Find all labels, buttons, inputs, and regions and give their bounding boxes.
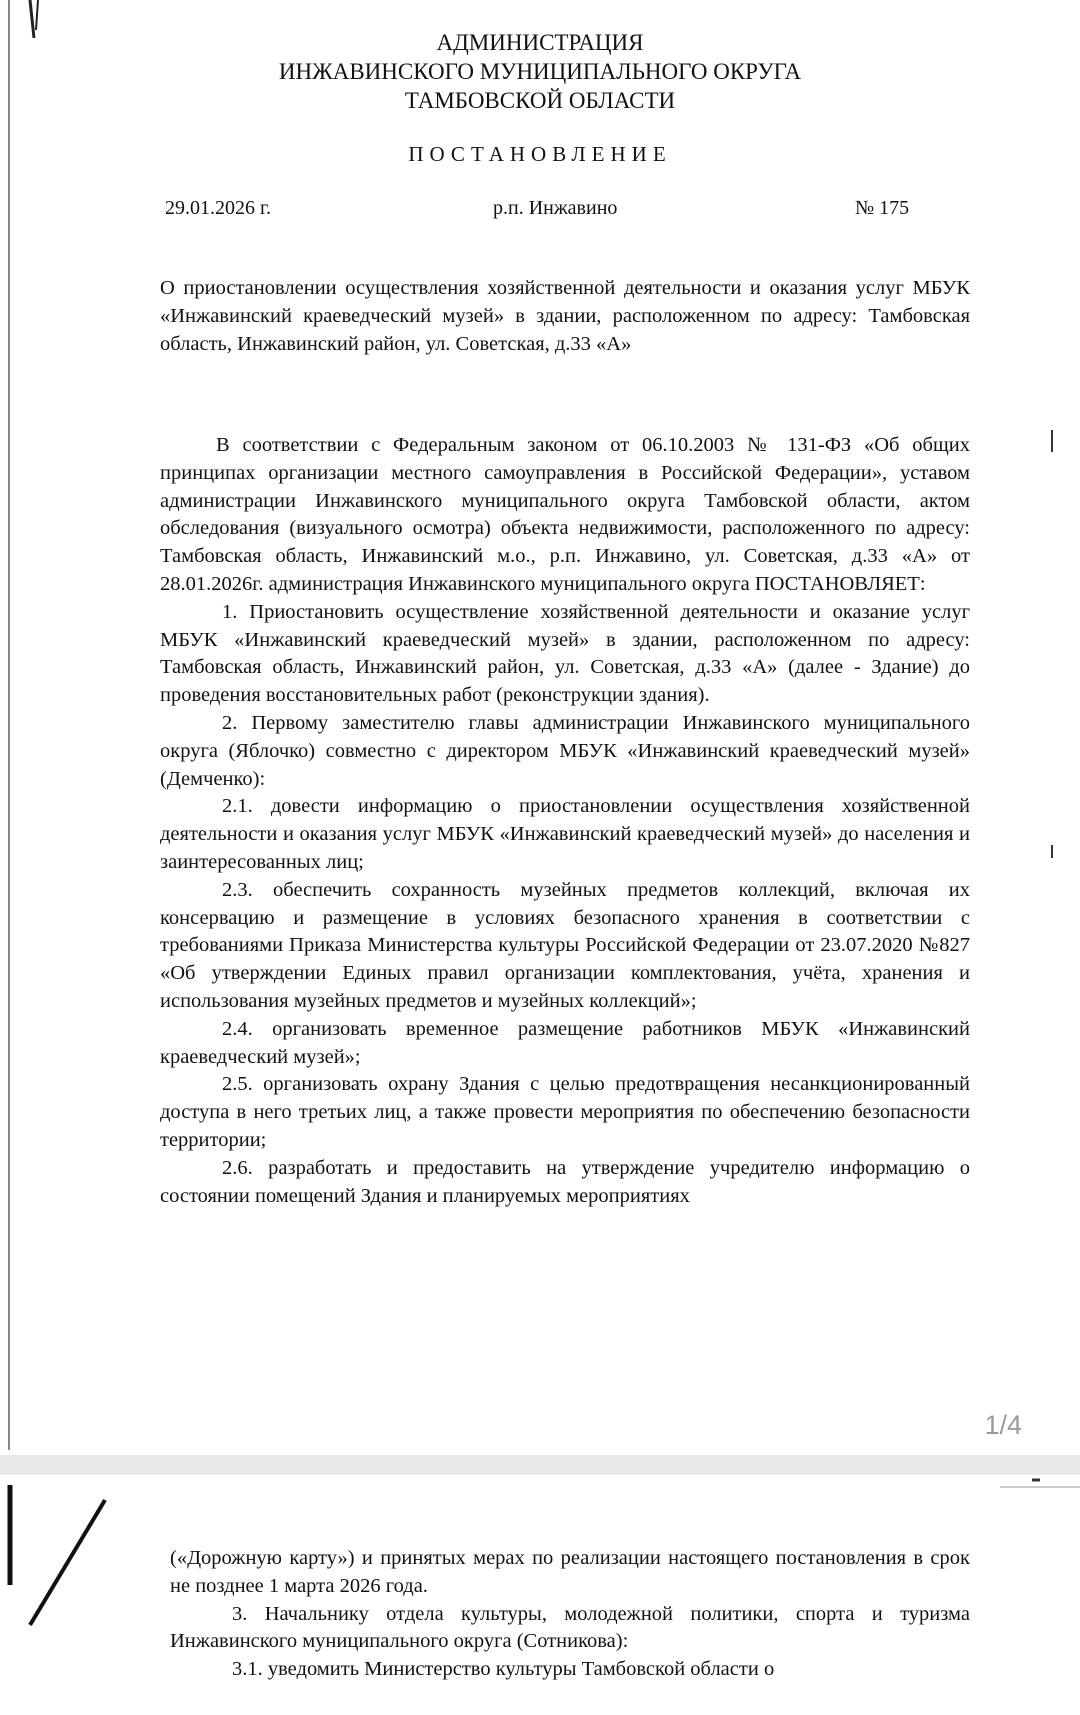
document-subject: О приостановлении осуществления хозяйственной деятельности и оказания услуг МБУК «Инжавинский краеведческий музей» в здании, расположенном по адресу: Тамбовская область, Инжавинский район, ул. Советская, д.33 «А» [160,277,970,355]
item-2-6: 2.6. разработать и предоставить на утверждение учредителю информацию о состоянии помещений Здания и планируемых мероприятиях [160,1156,970,1207]
issuer-line-3: ТАМБОВСКОЙ ОБЛАСТИ [404,88,676,113]
document-place: р.п. Инжавино [493,197,618,219]
issuer-line-1: АДМИНИСТРАЦИЯ [436,30,644,55]
item-3: 3. Начальнику отдела культуры, молодежной политики, спорта и туризма Инжавинского муниципального округа (Сотникова): [170,1602,970,1653]
page-separator [0,1455,1080,1475]
item-3-1: 3.1. уведомить Министерство культуры Тамбовской области о [232,1658,775,1681]
item-2-4: 2.4. организовать временное размещение работников МБУК «Инжавинский краеведческий музей»; [160,1017,970,1068]
document-type: ПОСТАНОВЛЕНИЕ [408,142,672,166]
document-date: 29.01.2026 г. [165,197,271,219]
continuation-paragraph: («Дорожную карту») и принятых мерах по реализации настоящего постановления в срок не позднее 1 марта 2026 года. [170,1547,970,1597]
item-2-1: 2.1. довести информацию о приостановлении осуществления хозяйственной деятельности и оказания услуг МБУК «Инжавинский краеведческий музей» до населения и заинтересованных лиц; [160,795,970,873]
document-page-2 [0,1475,1080,1715]
item-2-3: 2.3. обеспечить сохранность музейных предметов коллекций, включая их консервацию и размещение в условиях безопасного хранения в соответствии с требованиями Приказа Министерства культуры Российской Федерации от 23.07.2020 №827 «Об утверждении Единых правил организации комплектования, учёта, хранения и использования музейных предметов и музейных коллекций»; [160,878,970,1012]
issuer-header [0,28,1080,115]
page-indicator: 1/4 [984,1410,1022,1440]
document-number: № 175 [855,197,910,219]
document-body [160,432,970,1210]
issuer-line-2: ИНЖАВИНСКОГО МУНИЦИПАЛЬНОГО ОКРУГА [278,59,802,84]
page-2-body [170,1545,970,1684]
preamble-paragraph: В соответствии с Федеральным законом от 06.10.2003 № 131-ФЗ «Об общих принципах организации местного самоуправления в Российской Федерации», уставом администрации Инжавинского муниципального округа Тамбовской области, актом обследования (визуального осмотра) объекта недвижимости, расположенного по адресу: Тамбовская область, Инжавинский м.о., р.п. Инжавино, ул. Советская, д.33 «А» от 28.01.2026г. администрация Инжавинского муниципального округа ПОСТАНОВЛЯЕТ: [160,434,970,595]
item-2: 2. Первому заместителю главы администрации Инжавинского муниципального округа (Яблочко) совместно с директором МБУК «Инжавинский краеведческий музей» (Демченко): [160,711,970,790]
item-2-5: 2.5. организовать охрану Здания с целью предотвращения несанкционированный доступа в него третьих лиц, а также провести мероприятия по обеспечению безопасности территории; [160,1073,970,1151]
item-1: 1. Приостановить осуществление хозяйственной деятельности и оказание услуг МБУК «Инжавинский краеведческий музей» в здании, расположенном по адресу: Тамбовская область, Инжавинский район, ул. Советская, д.33 «А» (далее - Здание) до проведения восстановительных работ (реконструкции здания). [160,600,970,707]
